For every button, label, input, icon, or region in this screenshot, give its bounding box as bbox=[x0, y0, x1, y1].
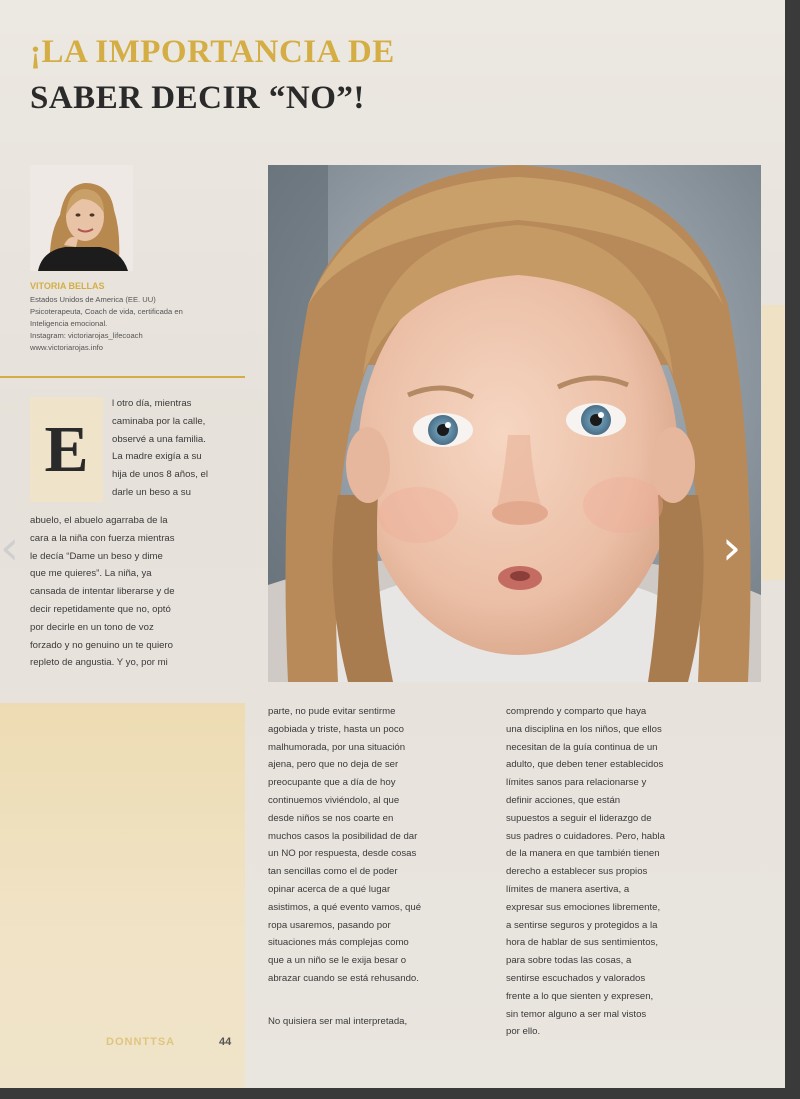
text-line: No quisiera ser mal interpretada, bbox=[268, 1016, 408, 1027]
text-line: decir repetidamente que no, optó bbox=[30, 603, 171, 615]
text-line: de la manera en que también tienen bbox=[506, 848, 660, 860]
previous-page-arrow-icon[interactable]: ‹ bbox=[0, 520, 20, 576]
text-line: abrazar cuando se está rehusando. bbox=[268, 972, 419, 984]
text-line: La madre exigía a su bbox=[112, 451, 202, 463]
text-line: un NO por respuesta, desde cosas bbox=[268, 848, 417, 860]
author-bio-line: Psicoterapeuta, Coach de vida, certificada en bbox=[30, 307, 183, 316]
author-website-link[interactable]: www.victoriarojas.info bbox=[30, 343, 104, 352]
text-line: ropa usaremos, pasando por bbox=[268, 919, 391, 931]
text-line: forzado y no genuino un te quiero bbox=[30, 639, 173, 651]
dropcap-letter: E bbox=[44, 413, 89, 486]
article-title-line1: ¡LA IMPORTANCIA DE bbox=[30, 34, 395, 70]
text-line: le decía “Dame un beso y dime bbox=[30, 550, 163, 562]
text-line: para sobre todas las cosas, a bbox=[506, 955, 632, 967]
text-line: que a un niño se le exija besar o bbox=[268, 955, 407, 967]
text-line: desde niños se nos coarte en bbox=[268, 812, 394, 824]
text-line: situaciones más complejas como bbox=[268, 937, 409, 949]
child-photo bbox=[268, 165, 761, 682]
viewer-frame-edge bbox=[0, 1088, 800, 1099]
text-line: ajena, pero que no deja de ser bbox=[268, 759, 399, 771]
text-line: cansada de intentar liberarse y de bbox=[30, 586, 175, 598]
author-photo bbox=[30, 165, 133, 271]
text-line: caminaba por la calle, bbox=[112, 415, 206, 427]
text-line: derecho a establecer sus propios bbox=[506, 866, 648, 878]
next-page-arrow-icon[interactable]: › bbox=[722, 520, 742, 576]
text-line: tan sencillas como el de poder bbox=[268, 866, 398, 878]
text-line: supuestos a seguir el liderazgo de bbox=[506, 812, 652, 824]
text-line: a sentirse seguros y protegidos a la bbox=[506, 919, 658, 931]
text-line: asistimos, a qué evento vamos, qué bbox=[268, 901, 422, 913]
viewer-frame-edge bbox=[785, 0, 800, 1099]
text-line: hija de unos 8 años, el bbox=[112, 469, 209, 481]
page-number: 44 bbox=[219, 1036, 232, 1048]
article-right-column bbox=[506, 703, 728, 1041]
author-bio bbox=[30, 294, 245, 354]
text-line: muchos casos la posibilidad de dar bbox=[268, 830, 418, 842]
article-title-line2: SABER DECIR “NO”! bbox=[30, 80, 365, 116]
text-line: darle un beso a su bbox=[112, 486, 191, 498]
text-line: sin temor alguno a ser mal vistos bbox=[506, 1008, 647, 1020]
text-line: frente a lo que sienten y expresen, bbox=[506, 990, 654, 1002]
text-line: que me quieres”. La niña, ya bbox=[30, 568, 152, 580]
text-line: repleto de angustia. Y yo, por mi bbox=[30, 657, 168, 669]
text-line: observé a una familia. bbox=[112, 433, 206, 445]
author-name: VITORIA BELLAS bbox=[30, 281, 105, 291]
author-instagram[interactable]: Instagram: victoriarojas_lifecoach bbox=[30, 331, 143, 340]
text-line: sentirse escuchados y valorados bbox=[506, 972, 646, 984]
text-line: opinar acerca de a qué lugar bbox=[268, 883, 391, 895]
text-line: continuemos viviéndolo, al que bbox=[268, 794, 400, 806]
text-line: una disciplina en los niños, que ellos bbox=[506, 723, 662, 735]
text-line: sus padres o cuidadores. Pero, habla bbox=[506, 830, 665, 842]
article-intro-column bbox=[112, 395, 240, 502]
article-middle-column bbox=[268, 703, 490, 988]
decorative-gold-strip bbox=[762, 305, 785, 580]
text-line: límites de manera asertiva, a bbox=[506, 883, 630, 895]
text-line: por ello. bbox=[506, 1026, 541, 1038]
author-bio-line: Inteligencia emocional. bbox=[30, 319, 108, 328]
author-bio-line: Estados Unidos de America (EE. UU) bbox=[30, 295, 156, 304]
text-line: adulto, que deben tener establecidos bbox=[506, 759, 664, 771]
text-line: l otro día, mientras bbox=[112, 398, 192, 409]
text-line: expresar sus emociones libremente, bbox=[506, 901, 661, 913]
dropcap-box bbox=[30, 397, 103, 502]
section-divider bbox=[0, 376, 245, 378]
text-line: preocupante que a día de hoy bbox=[268, 777, 396, 789]
text-line: agobiada y triste, hasta un poco bbox=[268, 723, 405, 735]
text-line: límites sanos para relacionarse y bbox=[506, 777, 647, 789]
text-line: parte, no pude evitar sentirme bbox=[268, 706, 396, 717]
text-line: por decirle en un tono de voz bbox=[30, 621, 154, 633]
text-line: necesitan de la guía continua de un bbox=[506, 741, 658, 753]
text-line: comprendo y comparto que haya bbox=[506, 706, 647, 717]
text-line: cara a la niña con fuerza mientras bbox=[30, 532, 175, 544]
decorative-beige-block bbox=[0, 703, 245, 1088]
text-line: definir acciones, que están bbox=[506, 794, 621, 806]
text-line: abuelo, el abuelo agarrabа de la bbox=[30, 515, 168, 526]
magazine-brand: DONNTTSA bbox=[106, 1036, 176, 1048]
article-left-column bbox=[30, 512, 240, 672]
text-line: malhumorada, por una situación bbox=[268, 741, 406, 753]
text-line: hora de hablar de sus sentimientos, bbox=[506, 937, 658, 949]
